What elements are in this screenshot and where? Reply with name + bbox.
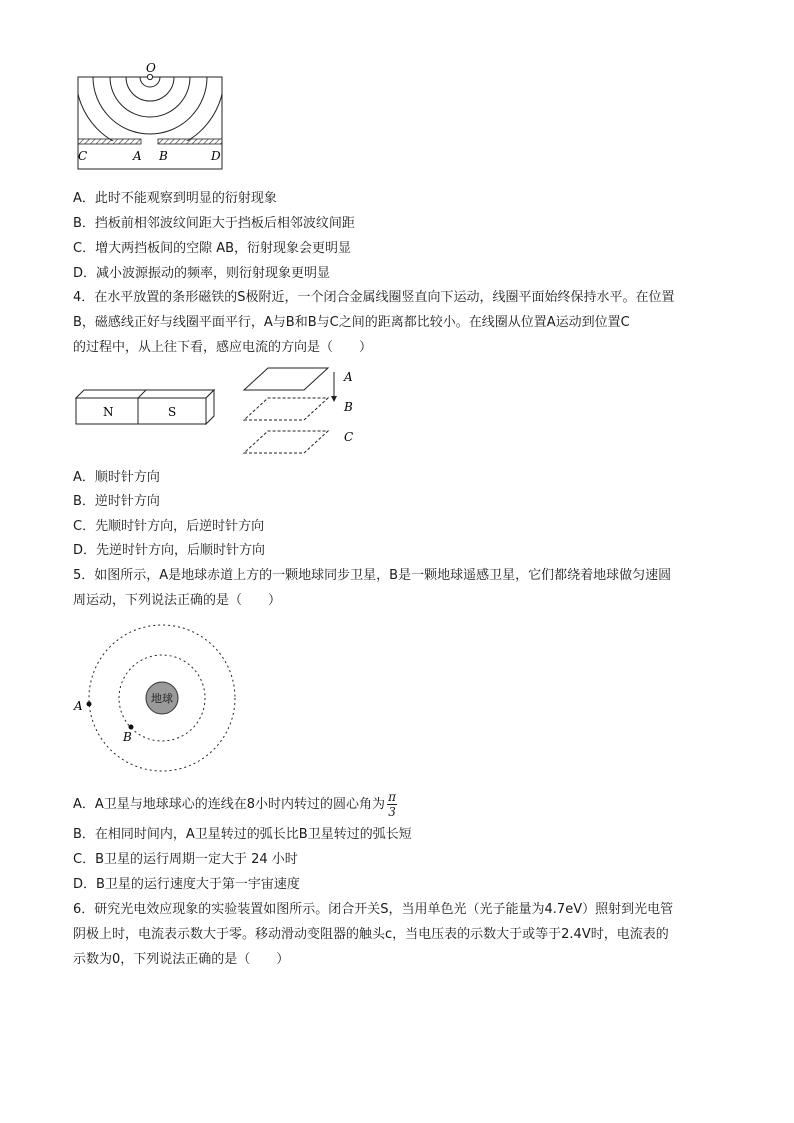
- coil-label-c: C: [344, 430, 354, 444]
- magnet-n-label: N: [103, 405, 114, 419]
- q3-option-c: C．增大两挡板间的空隙 AB，衍射现象会更明显: [73, 241, 352, 256]
- q4-option-b: B．逆时针方向: [73, 494, 160, 509]
- label-d: D: [211, 149, 221, 163]
- pi-over-3-fraction: [387, 790, 397, 819]
- barrier-right: [158, 139, 222, 144]
- q4-stem-line-2: B，磁感线正好与线圈平面平行，A与B和B与C之间的距离都比较小。在线圈从位置A运动到位置C: [73, 315, 630, 330]
- q5-option-b: B．在相同时间内，A卫星转过的弧长比B卫星转过的弧长短: [73, 827, 412, 842]
- q4-option-d: D．先逆时针方向，后顺时针方向: [73, 543, 266, 558]
- q4-stem-line-1: 4．在水平放置的条形磁铁的S极附近，一个闭合金属线圈竖直向下运动，线圈平面始终保持水平。在位置: [73, 290, 675, 305]
- label-c: C: [78, 149, 88, 163]
- coil-position-a: [244, 368, 328, 390]
- label-a: A: [133, 149, 142, 163]
- q6-stem-line-2: 阴极上时，电流表示数大于零。移动滑动变阻器的触头c，当电压表的示数大于或等于2.4V时，电流表的: [73, 927, 669, 942]
- coil-label-b: B: [344, 400, 353, 414]
- label-b: B: [159, 149, 168, 163]
- q6-stem-line-3: 示数为0，下列说法正确的是（ ）: [73, 952, 290, 967]
- q5-option-d: D．B卫星的运行速度大于第一宇宙速度: [73, 877, 300, 892]
- label-o: O: [146, 61, 156, 75]
- q3-option-b: B．挡板前相邻波纹间距大于挡板后相邻波纹间距: [73, 216, 355, 231]
- satellite-b-label: B: [123, 730, 132, 744]
- magnet-front: [76, 398, 206, 424]
- motion-arrowhead: [331, 396, 337, 402]
- q6-stem-line-1: 6．研究光电效应现象的实验装置如图所示。闭合开关S，当用单色光（光子能量为4.7eV）照射到光电管: [73, 902, 674, 917]
- q3-option-a: A．此时不能观察到明显的衍射现象: [73, 191, 277, 206]
- barrier-left: [78, 139, 141, 144]
- satellite-orbit-figure: [72, 622, 242, 772]
- q5-option-a: [73, 787, 397, 823]
- earth-label: 地球: [151, 692, 173, 705]
- q5-option-a-text: A．A卫星与地球球心的连线在8小时内转过的圆心角为: [73, 797, 386, 812]
- magnet-coil-figure: [72, 364, 362, 459]
- wave-source-o: [147, 74, 152, 79]
- satellite-a-label: A: [74, 699, 83, 713]
- q4-option-c: C．先顺时针方向，后逆时针方向: [73, 519, 265, 534]
- satellite-a: [87, 702, 92, 707]
- coil-label-a: A: [344, 370, 353, 384]
- diffraction-figure: [72, 60, 228, 170]
- coil-position-c: [244, 431, 328, 453]
- q5-stem-line-1: 5．如图所示，A是地球赤道上方的一颗地球同步卫星，B是一颗地球遥感卫星，它们都绕着地球做匀速圆: [73, 568, 672, 583]
- q4-stem-line-3: 的过程中，从上往下看，感应电流的方向是（ ）: [73, 340, 373, 355]
- tank-border: [78, 77, 222, 169]
- q3-option-d: D．减小波源振动的频率，则衍射现象更明显: [73, 266, 331, 281]
- q5-stem-line-2: 周运动，下列说法正确的是（ ）: [73, 593, 282, 608]
- fraction-denominator: 3: [388, 805, 396, 819]
- fraction-numerator: π: [388, 790, 396, 804]
- q5-option-c: C．B卫星的运行周期一定大于 24 小时: [73, 852, 298, 867]
- q4-option-a: A．顺时针方向: [73, 470, 160, 485]
- coil-position-b: [244, 398, 328, 420]
- satellite-b: [129, 725, 134, 730]
- magnet-s-label: S: [168, 405, 177, 419]
